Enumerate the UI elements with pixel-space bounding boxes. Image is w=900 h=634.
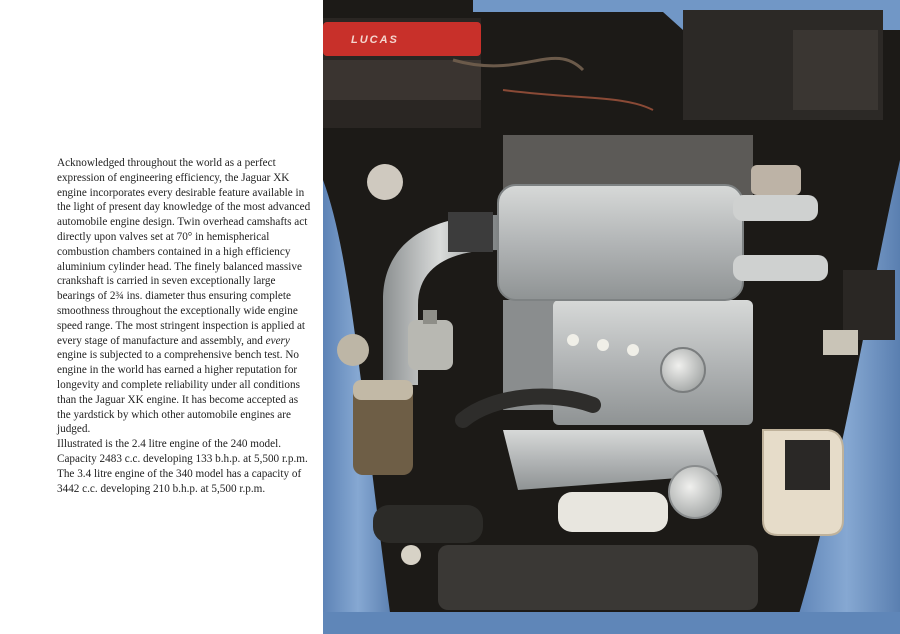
oil-filler-cap <box>661 348 705 392</box>
fluid-reservoir-left <box>337 334 369 366</box>
voltage-regulator <box>823 330 858 355</box>
fuel-pump <box>751 165 801 195</box>
body-text <box>57 156 312 496</box>
paragraph-340-model: The 3.4 litre engine of the 340 model has a capacity of 3442 c.c. developing 210 b.h.p. at 5,500 r.p.m. <box>57 467 302 495</box>
relay-box <box>843 270 895 340</box>
battery-body <box>323 60 481 100</box>
air-intake-lower <box>733 255 828 281</box>
lower-hose <box>373 505 483 543</box>
carburettor-dashpot <box>408 320 453 370</box>
paragraph-engine-description: Acknowledged throughout the world as a perfect expression of engineering efficiency, the Jaguar XK engine incorporates every desirable feature available in the light of present day knowledge of the most advanced automobile engine design. Twin overhead camshafts act directly upon valves set at 70° in hemispherical combustion chambers contained in a high efficiency aluminium cylinder head. The finely balanced massive crankshaft is carried in seven exceptionally large bearings of 2¾ ins. diameter thus ensuring complete smoothness throughout the exceptionally wide engine speed range. The most stringent inspection is applied at every stage of manufacture and assembly, and every engine is subjected to a comprehensive bench test. No engine in the world has earned a higher reputation for longevity and complete reliability under all conditions than the Jaguar XK engine. It has become accepted as the yardstick by which other automobile engines are judged. <box>57 157 311 436</box>
heater-cover <box>793 30 878 110</box>
battery-brand-label: LUCAS <box>351 34 399 46</box>
radiator-cap <box>669 466 721 518</box>
spark-plug-2 <box>597 339 609 351</box>
front-valance <box>323 612 900 634</box>
spark-plug-1 <box>567 334 579 346</box>
air-intake-upper <box>733 195 818 221</box>
engine-photo-illustration <box>323 0 900 634</box>
paragraph-240-model: Illustrated is the 2.4 litre engine of the 240 model. Capacity 2483 c.c. developing 133 b.h.p. at 5,500 r.p.m. <box>57 438 308 465</box>
brake-reservoir <box>367 164 403 200</box>
air-cleaner <box>498 185 743 300</box>
battery-top <box>323 22 481 56</box>
header-tank <box>558 492 668 532</box>
hose-coupling <box>448 212 493 252</box>
washer-pump <box>785 440 830 490</box>
dashpot-cap <box>423 310 437 324</box>
timing-cover <box>438 545 758 610</box>
spark-plug-3 <box>627 344 639 356</box>
fan-bolt <box>401 545 421 565</box>
engine-bay-photo <box>323 0 900 634</box>
coil-top <box>353 380 413 400</box>
